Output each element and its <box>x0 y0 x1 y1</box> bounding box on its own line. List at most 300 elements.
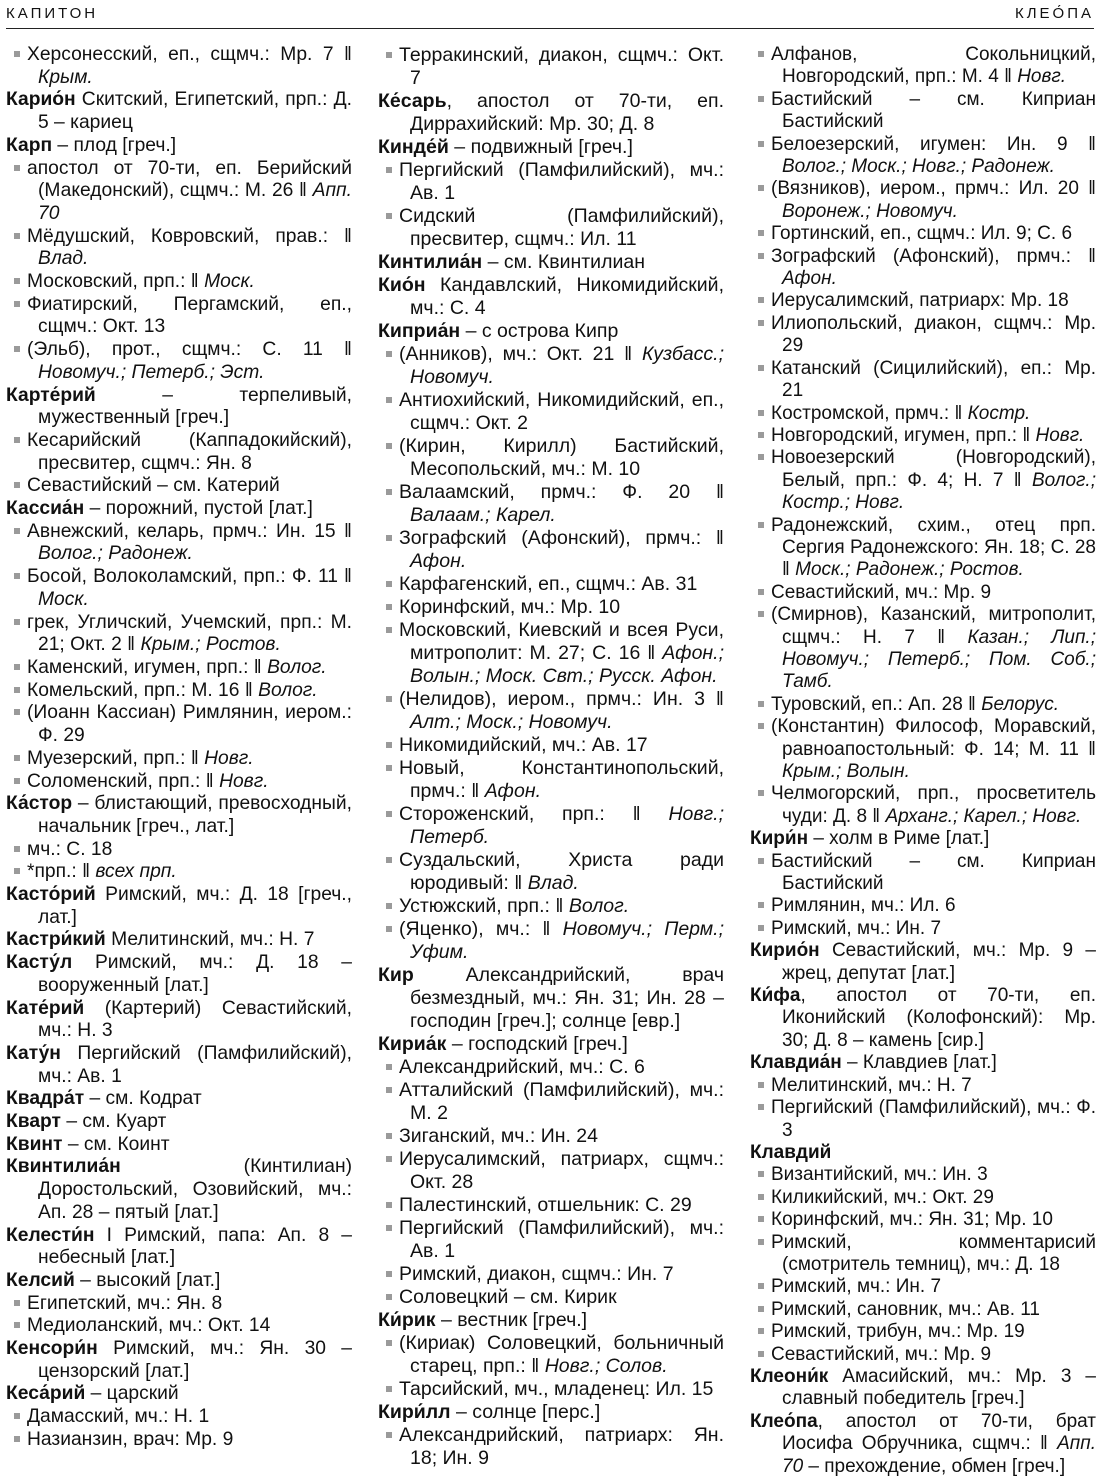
region-reference: Костр. <box>967 402 1031 424</box>
region-reference: Моск. <box>38 588 89 610</box>
entry-text: – солнце [перс.] <box>450 1401 601 1423</box>
sub-entry <box>378 343 724 389</box>
entry-text: грек, Угличский, Учемский, прп.: М. 21; Окт. 2 ‖ <box>27 611 352 656</box>
region-reference: Кузбасс.; Новомуч. <box>410 343 724 388</box>
headword-entry <box>6 1088 352 1111</box>
entry-text: Амасийский, мч.: Мр. 3 – славный победитель [греч.] <box>782 1365 1096 1410</box>
entry-text: Соловецкий – см. Кирик <box>399 1286 617 1308</box>
entry-text: Новгородский, игумен, прп.: ‖ <box>771 424 1036 446</box>
headword-entry <box>750 1052 1096 1074</box>
entry-text: Катанский (Сицилийский), еп.: Мр. 21 <box>771 357 1096 402</box>
entry-text: – с острова Кипр <box>460 320 619 342</box>
headword: Кеса́рий <box>6 1383 86 1405</box>
sub-entry <box>6 657 352 680</box>
headword-entry <box>750 828 1096 850</box>
sub-entry <box>6 339 352 384</box>
entry-text: – см. Кодрат <box>84 1088 202 1110</box>
entry-text: Византийский, мч.: Ин. 3 <box>771 1164 988 1186</box>
region-reference: Казан.; Лип.; Новомуч.; Петерб.; Пом. Соб.; Тамб. <box>782 626 1096 693</box>
sub-entry <box>6 1406 352 1429</box>
entry-text: Александрийский, врач безмездный, мч.: Ян. 31; Ин. 28 – господин [греч.]; солнце [евр.] <box>410 964 724 1032</box>
headword: Кассиа́н <box>6 498 85 520</box>
entry-text: Илиопольский, диакон, сщмч.: Мр. 29 <box>771 312 1096 357</box>
headword: Квадра́т <box>6 1088 85 1110</box>
headword-entry <box>6 952 352 997</box>
headword: Квинт <box>6 1133 63 1155</box>
entry-text: Стороженский, прп.: ‖ <box>399 803 669 825</box>
entry-text: – холм в Риме [лат.] <box>808 828 990 850</box>
entry-text: Киликийский, мч.: Окт. 29 <box>771 1186 994 1208</box>
sub-entry <box>750 604 1096 694</box>
sub-entry <box>750 1321 1096 1343</box>
region-reference: Моск. <box>204 271 255 293</box>
sub-entry <box>378 1194 724 1217</box>
entry-text: Скитский, Египетский, прп.: Д. 5 – кариец <box>38 89 352 134</box>
entry-text: Римский, мч.: Ин. 7 <box>771 1276 942 1298</box>
entry-text: Римский, мч.: Ян. 30 – цензорский [лат.] <box>38 1338 352 1382</box>
sub-entry <box>750 290 1096 312</box>
region-reference: Волог. <box>267 656 327 678</box>
entry-text: Зографский (Афонский), прмч.: ‖ <box>771 245 1096 267</box>
region-reference: Валаам.; Карел. <box>410 504 556 526</box>
entry-text: Карфагенский, еп., сщмч.: Ав. 31 <box>399 573 698 595</box>
entry-text: Белоезерский, игумен: Ин. 9 ‖ <box>771 133 1096 155</box>
sub-entry <box>750 1164 1096 1186</box>
sub-entry <box>750 1276 1096 1298</box>
sub-entry <box>6 521 352 566</box>
sub-entry <box>6 702 352 747</box>
entry-text: Соломенский, прп.: ‖ <box>27 770 220 792</box>
entry-text: Челмогорский, прп., просветитель чуди: Д. 8 ‖ <box>771 783 1096 827</box>
sub-entry <box>750 694 1096 716</box>
entry-text: Атталийский (Памфилийский), мч.: М. 2 <box>399 1079 724 1124</box>
sub-entry <box>378 688 724 734</box>
headword-entry <box>378 136 724 159</box>
region-reference: Новг. <box>1017 66 1067 88</box>
entry-text: – терпеливый, мужественный [греч.] <box>38 384 352 429</box>
region-reference: Новг. <box>204 747 254 769</box>
region-reference: Волог. <box>258 679 318 701</box>
column-1 <box>6 44 352 1452</box>
sub-entry <box>6 294 352 339</box>
headword: Кир <box>378 964 414 986</box>
entry-text: (Иоанн Кассиан) Римлянин, иером.: Ф. 29 <box>27 702 352 747</box>
sub-entry <box>6 1293 352 1316</box>
sub-entry <box>378 1263 724 1286</box>
sub-entry <box>378 1378 724 1401</box>
entry-text: – царский <box>85 1383 179 1405</box>
headword-entry <box>6 998 352 1043</box>
sub-entry <box>6 430 352 475</box>
sub-entry <box>750 1209 1096 1231</box>
headword: Кинтилиа́н <box>378 251 483 273</box>
headword-entry <box>378 320 724 343</box>
headword-entry <box>6 498 352 521</box>
entry-text: Александрийский, патриарх: Ян. 18; Ин. 9 <box>399 1424 724 1469</box>
sub-entry <box>378 849 724 895</box>
entry-text: (Анников), мч.: Окт. 21 ‖ <box>399 343 642 365</box>
entry-text: Бастийский – см. Киприан Бастийский <box>771 850 1096 895</box>
entry-text: Терракинский, диакон, сщмч.: Окт. 7 <box>399 44 724 89</box>
headword: Келести́н <box>6 1224 95 1246</box>
entry-text: Московский, Киевский и всея Руси, митрополит: М. 27; С. 16 ‖ <box>399 619 724 664</box>
sub-entry <box>378 1286 724 1309</box>
entry-text: Костромской, прмч.: ‖ <box>771 402 968 424</box>
headword: Кинде́й <box>378 136 449 158</box>
sub-entry <box>750 403 1096 425</box>
headword: Ка́стор <box>6 793 73 815</box>
sub-entry <box>750 358 1096 403</box>
region-reference: Новг. <box>1035 424 1085 446</box>
sub-entry <box>6 271 352 294</box>
headword-entry <box>6 135 352 158</box>
sub-entry <box>6 566 352 611</box>
sub-entry <box>6 839 352 862</box>
entry-text: Комельский, прп.: М. 16 ‖ <box>27 679 259 701</box>
sub-entry <box>378 1217 724 1263</box>
entry-text: Римский, мч.: Д. 18 [греч., лат.] <box>38 884 352 928</box>
sub-entry <box>6 748 352 771</box>
entry-text: Пергийский (Памфилийский), мч.: Ав. 1 <box>38 1042 352 1087</box>
entry-text: Севастийский, мч.: Мр. 9 <box>771 581 992 603</box>
region-reference: Моск.; Радонеж.; Ростов. <box>795 559 1024 581</box>
sub-entry <box>750 515 1096 582</box>
sub-entry <box>6 612 352 657</box>
sub-entry <box>750 582 1096 604</box>
headword-entry <box>378 964 724 1033</box>
entry-text: Севастийский, мч.: Мр. 9 <box>771 1343 992 1365</box>
region-reference: Арханг.; Карел.; Новг. <box>885 805 1082 827</box>
entry-text: , апостол от 70-ти, брат Иосифа Обручника, сщмч.: ‖ <box>782 1410 1096 1455</box>
sub-entry <box>6 44 352 89</box>
region-reference: Новг.; Петерб. <box>410 803 724 848</box>
headword-entry <box>378 1033 724 1056</box>
headword: Клео́па <box>750 1410 818 1432</box>
entry-text: Коринфский, мч.: Мр. 10 <box>399 596 621 618</box>
region-reference: Апп. 70 <box>782 1433 1096 1477</box>
sub-entry <box>750 246 1096 291</box>
entry-text: – подвижный [греч.] <box>448 136 633 158</box>
region-reference: Влад. <box>527 872 579 894</box>
entry-text: Римский, комментарисий (смотритель темниц), мч.: Д. 18 <box>771 1231 1096 1275</box>
headword: Киприа́н <box>378 320 461 342</box>
entry-text: Пергийский (Памфилийский), мч.: Ав. 1 <box>399 1217 724 1262</box>
headword: Ки́фа <box>750 985 801 1007</box>
headword-entry <box>6 1043 352 1088</box>
headword-entry <box>6 1111 352 1134</box>
headword-entry <box>6 1270 352 1293</box>
entry-text: I Римский, папа: Ап. 8 – небесный [лат.] <box>38 1224 352 1269</box>
entry-text: Назианзин, врач: Мр. 9 <box>27 1428 234 1450</box>
entry-text: Римский, трибун, мч.: Мр. 19 <box>771 1321 1025 1343</box>
sub-entry <box>750 1187 1096 1209</box>
entry-text: Сидский (Памфилийский), пресвитер, сщмч.: Ил. 11 <box>399 205 724 250</box>
headword-entry <box>378 274 724 320</box>
sub-entry <box>378 481 724 527</box>
entry-text: – господский [греч.] <box>446 1033 628 1055</box>
sub-entry <box>378 205 724 251</box>
sub-entry <box>378 527 724 573</box>
entry-text: (Константин) Философ, Моравский, равноапостольный: Ф. 14; М. 11 ‖ <box>771 716 1096 760</box>
entry-text: Авнежский, келарь, прмч.: Ин. 15 ‖ <box>27 520 352 542</box>
region-reference: Афон.; Волын.; Моск. Свт.; Русск. Афон. <box>410 642 724 687</box>
headword: Карио́н <box>6 89 76 111</box>
sub-entry <box>750 425 1096 447</box>
sub-entry <box>6 680 352 703</box>
entry-text: Севастийский – см. Катерий <box>27 475 280 497</box>
entry-text: Мелитинский, мч.: Н. 7 <box>105 929 315 951</box>
headword: Клавдиа́н <box>750 1052 842 1074</box>
header-left-word: КАПИТОН <box>6 5 99 22</box>
headword: Кири́лл <box>378 1401 451 1423</box>
entry-text: Муезерский, прп.: ‖ <box>27 747 205 769</box>
sub-entry <box>750 447 1096 514</box>
entry-text: (Картерий) Севастийский, мч.: Н. 3 <box>38 997 352 1042</box>
entry-text: Валаамский, прмч.: Ф. 20 ‖ <box>399 481 724 503</box>
sub-entry <box>6 1429 352 1452</box>
entry-text: Зиганский, мч.: Ин. 24 <box>399 1125 598 1147</box>
region-reference: Новг.; Солов. <box>544 1355 668 1377</box>
region-reference: Волог.; Радонеж. <box>38 543 193 565</box>
headword: Клеони́к <box>750 1365 829 1387</box>
region-reference: Крым.; Ростов. <box>140 634 281 656</box>
header-right-word: КЛЕО́ПА <box>1014 5 1094 22</box>
entry-text: Каменский, игумен, прп.: ‖ <box>27 656 268 678</box>
entry-text-tail: – прехождение, обмен [греч.] <box>803 1455 1066 1477</box>
entry-text: (Эльб), прот., сщмч.: С. 11 ‖ <box>27 339 352 361</box>
entry-text: Туровский, еп.: Ап. 28 ‖ <box>771 693 982 715</box>
entry-text: Римский, диакон, сщмч.: Ин. 7 <box>399 1263 674 1285</box>
headword: Кате́рий <box>6 997 85 1019</box>
entry-text: Московский, прп.: ‖ <box>27 271 205 293</box>
region-reference: Влад. <box>38 248 89 270</box>
entry-text: , апостол от 70-ти, еп. Диррахийский: Мр. 30; Д. 8 <box>410 90 724 135</box>
headword-entry <box>6 1156 352 1224</box>
headword: Ке́сарь <box>378 90 447 112</box>
entry-text: Устюжский, прп.: ‖ <box>399 895 569 917</box>
headword: Кирио́н <box>750 940 820 962</box>
sub-entry <box>378 1079 724 1125</box>
headword: Келсий <box>6 1269 75 1291</box>
headword-entry <box>750 985 1096 1052</box>
sub-entry <box>378 1424 724 1470</box>
region-reference: Крым. <box>38 66 93 88</box>
sub-entry <box>750 89 1096 134</box>
sub-entry <box>750 223 1096 245</box>
headword: Кенсори́н <box>6 1338 98 1360</box>
headword: Кастри́кий <box>6 929 106 951</box>
sub-entry <box>378 734 724 757</box>
sub-entry <box>750 1299 1096 1321</box>
sub-entry <box>378 159 724 205</box>
entry-text: Медиоланский, мч.: Окт. 14 <box>27 1315 271 1337</box>
entry-text: Палестинский, отшельник: С. 29 <box>399 1194 692 1216</box>
sub-entry <box>6 861 352 884</box>
entry-text: (Кириак) Соловецкий, больничный старец, прп.: ‖ <box>399 1332 724 1377</box>
headword-entry <box>6 929 352 952</box>
sub-entry <box>750 1344 1096 1366</box>
entry-text: – вестник [греч.] <box>435 1309 588 1331</box>
headword: Карп <box>6 134 53 156</box>
entry-text: (Яценко), мч.: ‖ <box>399 918 563 940</box>
entry-text: Зографский (Афонский), прмч.: ‖ <box>399 527 724 549</box>
region-reference: Новомуч.; Петерб.; Эст. <box>38 361 265 383</box>
sub-entry <box>750 313 1096 358</box>
entry-text: (Кирин, Кирилл) Бастийский, Месопольский, мч.: М. 10 <box>399 435 724 480</box>
entry-text: Мёдушский, Ковровский, прав.: ‖ <box>27 225 352 247</box>
sub-entry <box>750 44 1096 89</box>
entry-text: Римский, мч.: Ин. 7 <box>771 917 942 939</box>
headword-entry <box>750 940 1096 985</box>
entry-text: Александрийский, мч.: С. 6 <box>399 1056 645 1078</box>
entry-text: Дамасский, мч.: Н. 1 <box>27 1406 210 1428</box>
region-reference: всех прп. <box>95 861 177 883</box>
entry-text: – Клавдиев [лат.] <box>841 1052 997 1074</box>
sub-entry <box>6 771 352 794</box>
entry-text: Иерусалимский, патриарх: Мр. 18 <box>771 290 1069 312</box>
sub-entry <box>750 1097 1096 1142</box>
sub-entry <box>378 44 724 90</box>
sub-entry <box>378 803 724 849</box>
entry-text: Новоезерский (Новгородский), Белый, прп.: Ф. 4; Н. 7 ‖ <box>771 447 1096 491</box>
headword-entry <box>750 1142 1096 1164</box>
headword-entry <box>378 90 724 136</box>
sub-entry <box>750 134 1096 179</box>
sub-entry <box>378 918 724 964</box>
sub-entry <box>6 158 352 226</box>
sub-entry <box>750 716 1096 783</box>
headword-entry <box>6 793 352 838</box>
headword: Ки́рик <box>378 1309 436 1331</box>
sub-entry <box>378 1332 724 1378</box>
sub-entry <box>6 226 352 271</box>
headword-entry <box>750 1366 1096 1411</box>
entry-text: Кесарийский (Каппадокийский), пресвитер, сщмч.: Ян. 8 <box>27 429 352 474</box>
sub-entry <box>750 918 1096 940</box>
entry-text: Пергийский (Памфилийский), мч.: Ф. 3 <box>771 1097 1096 1141</box>
sub-entry <box>750 1075 1096 1097</box>
sub-entry <box>378 1056 724 1079</box>
headword-entry <box>378 1401 724 1424</box>
region-reference: Алт.; Моск.; Новомуч. <box>410 711 613 733</box>
headword: Кириа́к <box>378 1033 447 1055</box>
sub-entry <box>750 851 1096 896</box>
entry-text: Римский, мч.: Д. 18 – вооруженный [лат.] <box>38 952 352 996</box>
entry-text: Севастийский, мч.: Мр. 9 – жрец, депутат [лат.] <box>782 940 1096 984</box>
entry-text: – см. Квинтилиан <box>482 251 645 273</box>
entry-text: Мелитинский, мч.: Н. 7 <box>771 1074 972 1096</box>
entry-text: – блистающий, превосходный, начальник [греч., лат.] <box>38 793 352 837</box>
entry-text: Гортинский, еп., сщмч.: Ил. 9; С. 6 <box>771 223 1073 245</box>
column-2 <box>378 44 724 1470</box>
headword: Кварт <box>6 1111 61 1133</box>
region-reference: Крым.; Волын. <box>782 761 910 782</box>
region-reference: Апп. 70 <box>38 180 352 224</box>
sub-entry <box>6 475 352 498</box>
entry-text: апостол от 70-ти, еп. Берийский (Македонский), сщмч.: М. 26 ‖ <box>27 157 352 202</box>
region-reference: Волог.; Моск.; Новг.; Радонеж. <box>782 156 1055 178</box>
entry-text: Коринфский, мч.: Ян. 31; Мр. 10 <box>771 1209 1053 1231</box>
entry-text: Босой, Волоколамский, прп.: Ф. 11 ‖ <box>27 566 352 588</box>
entry-text: Херсонесский, еп., сщмч.: Мр. 7 ‖ <box>27 44 352 65</box>
sub-entry <box>378 435 724 481</box>
headword: Квинтилиа́н <box>6 1156 121 1178</box>
sub-entry <box>378 1148 724 1194</box>
entry-text: – высокий [лат.] <box>74 1269 221 1291</box>
entry-text: – см. Коинт <box>62 1133 170 1155</box>
headword: Клавдий <box>750 1141 832 1163</box>
headword-entry <box>750 1411 1096 1478</box>
sub-entry <box>378 1125 724 1148</box>
headword-entry <box>378 251 724 274</box>
entry-text: , апостол от 70-ти, еп. Иконийский (Колофонский): Мр. 30; Д. 8 – камень [сир.] <box>782 985 1096 1051</box>
entry-text: мч.: С. 18 <box>27 838 113 860</box>
entry-text: Римлянин, мч.: Ил. 6 <box>771 895 956 917</box>
sub-entry <box>750 178 1096 223</box>
sub-entry <box>378 895 724 918</box>
sub-entry <box>750 895 1096 917</box>
headword-entry <box>6 1383 352 1406</box>
region-reference: Афон. <box>484 780 541 802</box>
region-reference: Афон. <box>410 550 467 572</box>
running-header <box>6 2 1094 29</box>
headword-entry <box>6 89 352 134</box>
sub-entry <box>750 783 1096 828</box>
entry-text: Египетский, мч.: Ян. 8 <box>27 1292 223 1314</box>
headword-entry <box>6 1225 352 1270</box>
entry-text: Пергийский (Памфилийский), мч.: Ав. 1 <box>399 159 724 204</box>
sub-entry <box>378 757 724 803</box>
region-reference: Воронеж.; Новомуч. <box>782 200 958 222</box>
entry-text: – порожний, пустой [лат.] <box>84 498 313 520</box>
headword-entry <box>378 1309 724 1332</box>
headword: Кио́н <box>378 274 426 296</box>
entry-text: – плод [греч.] <box>52 134 177 156</box>
entry-text: Тарсийский, мч., младенец: Ил. 15 <box>399 1378 714 1400</box>
entry-text: Римский, сановник, мч.: Ав. 11 <box>771 1298 1040 1320</box>
entry-text: Иерусалимский, патриарх, сщмч.: Окт. 28 <box>399 1148 724 1193</box>
entry-text: *прп.: ‖ <box>27 861 96 883</box>
entry-text: Никомидийский, мч.: Ав. 17 <box>399 734 648 756</box>
headword-entry <box>6 884 352 929</box>
region-reference: Новомуч.; Перм.; Уфим. <box>410 918 724 963</box>
sub-entry <box>378 596 724 619</box>
sub-entry <box>750 1232 1096 1277</box>
headword-entry <box>6 1134 352 1157</box>
entry-text: (Нелидов), иером., прмч.: Ин. 3 ‖ <box>399 688 724 710</box>
region-reference: Волог. <box>568 895 630 917</box>
headword: Касту́л <box>6 952 73 974</box>
region-reference: Новг. <box>219 770 269 792</box>
headword-entry <box>6 385 352 430</box>
entry-text: (Смирнов), Казанский, митрополит, сщмч.: Н. 7 ‖ <box>771 604 1096 648</box>
entry-text: – см. Куарт <box>60 1111 167 1133</box>
entry-text: (Вязников), иером., прмч.: Ил. 20 ‖ <box>771 178 1096 200</box>
sub-entry <box>6 1315 352 1338</box>
region-reference: Белорус. <box>981 693 1059 715</box>
headword: Кату́н <box>6 1042 61 1064</box>
headword: Кири́н <box>750 828 809 850</box>
entry-text: Новый, Константинопольский, прмч.: ‖ <box>399 757 724 802</box>
headword: Касто́рий <box>6 884 96 906</box>
region-reference: Волог.; Костр.; Новг. <box>782 469 1096 514</box>
sub-entry <box>378 389 724 435</box>
region-reference: Афон. <box>782 268 837 290</box>
entry-text: Фиатирский, Пергамский, еп., сщмч.: Окт. 13 <box>27 293 352 338</box>
entry-text: (Кинтилиан) Доростольский, Озовийский, мч.: Ап. 28 – пятый [лат.] <box>38 1156 352 1223</box>
headword: Карте́рий <box>6 384 96 406</box>
headword-entry <box>6 1338 352 1383</box>
